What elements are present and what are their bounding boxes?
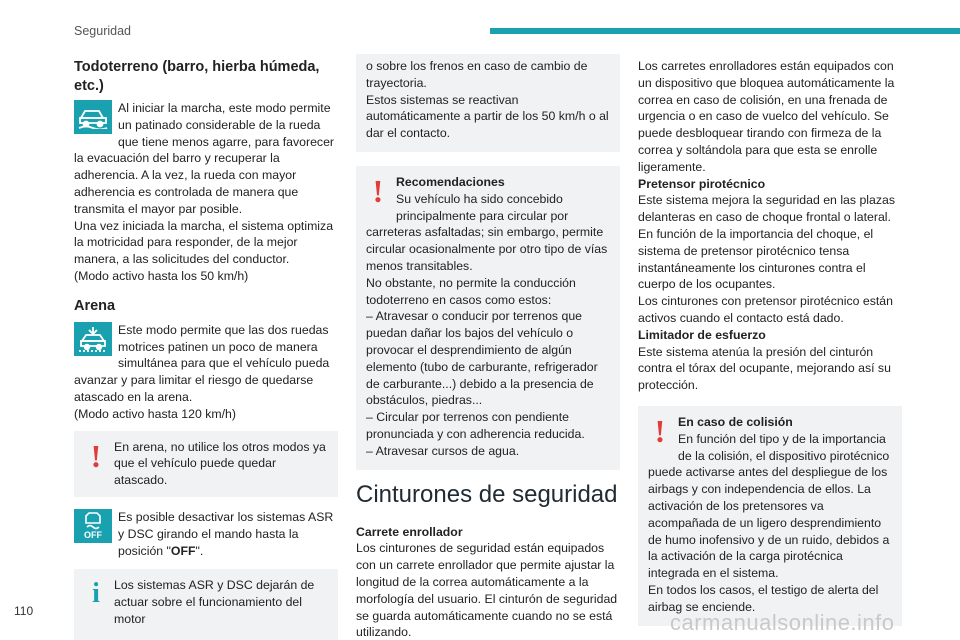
reel-title: Carrete enrollador (356, 524, 463, 539)
collision-title: En caso de colisión (678, 414, 793, 429)
car-sand-mode-icon (74, 322, 112, 356)
pretensioner-text-3: Los cinturones con pretensor pirotécnico están activos cuando el contacto está dado. (638, 294, 893, 325)
collision-text: En función del tipo y de la importancia de la colisión, el dispositivo pirotécnico puede activarse antes del despliegue de los airbags y con independencia de ellos. La activación de los pretensores va acompañada de un ligero desprendimiento de humo inofensivo y de un ruido, debidos a la activación de la carga pirotécnica integrada en el sistema. (648, 431, 890, 581)
header-accent-bar (490, 28, 960, 34)
recommendations-item: – Circular por terrenos con pendiente pronunciada y con adherencia reducida. (366, 410, 585, 441)
reel-text: Los cinturones de seguridad están equipados con un carrete enrollador que permite ajustar la longitud de la correa automáticamente a la morfología del usuario. El cinturón de seguridad se guarda automáticamente cuando no se está utilizando. (356, 541, 618, 640)
sand-active-note: (Modo activo hasta 120 km/h) (74, 406, 236, 421)
recommendations-p2: No obstante, no permite la conducción todoterreno en casos como estos: (366, 275, 576, 307)
info-box-continued-text-2: Estos sistemas se reactivan automáticamente a partir de los 50 km/h o al dar el contacto. (366, 92, 609, 141)
page-header-title: Seguridad (74, 24, 131, 38)
recommendations-p1: Su vehículo ha sido concebido principalmente para circular por carreteras asfaltadas; sin embargo, permite circular ocasionalmente por otro tipo de vías menos transitables. (366, 191, 608, 273)
off-paragraph: Es posible desactivar los sistemas ASR y DSC girando el mando hasta la posición "OFF". (118, 509, 334, 558)
info-box-continued-text: o sobre los frenos en caso de cambio de trayectoria. (366, 59, 588, 90)
mud-paragraph: Al iniciar la marcha, este modo permite un patinado considerable de la rueda que tiene menos agarre, para favorecer la evacuación del barro y recuperar la adherencia. A la vez, la rueda con mayor adherencia es controlada de manera que transmita el mayor par posible. (74, 101, 335, 216)
recommendations-box (356, 166, 620, 470)
exclamation-warning-icon: ! (372, 172, 384, 209)
sand-warning-box (74, 431, 338, 497)
exclamation-warning-icon: ! (654, 412, 666, 449)
off-block (74, 509, 338, 559)
sand-warning-text: En arena, no utilice los otros modos ya que el vehículo puede quedar atascado. (114, 439, 326, 488)
pretensioner-text-2: En función de la importancia del choque, el sistema de pretensor pirotécnico tensa instantáneamente los cinturones contra el cuerpo de los ocupantes. (638, 226, 874, 292)
section-title-seatbelts: Cinturones de seguridad (356, 480, 618, 508)
svg-text:OFF: OFF (84, 529, 102, 540)
sand-paragraph: Este modo permite que las dos ruedas motrices patinen un poco de manera simultánea para que el vehículo pueda avanzar y para limitar el riesgo de quedarse atascado en la arena. (74, 322, 330, 404)
section-title-sand: Arena (74, 297, 116, 314)
off-word: OFF (170, 543, 196, 558)
info-box (74, 569, 338, 640)
limiter-title: Limitador de esfuerzo (638, 327, 766, 342)
mud-active-note: (Modo activo hasta los 50 km/h) (74, 268, 249, 283)
page-number: 110 (14, 604, 34, 618)
exclamation-warning-icon: ! (90, 437, 102, 474)
reel-text-2: Los carretes enrolladores están equipados con un dispositivo que bloquea automáticamente la correa en caso de colisión, en una frenada de urgencia o en caso de vuelco del vehículo. Se puede desbloquear tirando con firmeza de la correa y soltándola para que esta se enrolle ligeramente. (638, 59, 895, 174)
section-title-mud: Todoterreno (barro, hierba húmeda, etc.) (74, 59, 320, 94)
mud-paragraph-2: Una vez iniciada la marcha, el sistema optimiza la motricidad para responder, de la mejor manera, a las solicitudes del conductor. (74, 218, 334, 267)
recommendations-item: – Atravesar cursos de agua. (366, 443, 520, 458)
collision-warning-box (638, 406, 902, 626)
recommendations-title: Recomendaciones (396, 174, 505, 189)
recommendations-item: – Atravesar o conducir por terrenos que puedan dañar los bajos del vehículo o provocar el desprendimiento de algún elemento (tubo de carburante, refrigerador de carburante...) debido a la presencia de obstáculos, piedras... (366, 309, 598, 408)
pretensioner-title: Pretensor pirotécnico (638, 176, 766, 191)
watermark: carmanualsonline.info (670, 610, 895, 635)
column-2 (356, 58, 620, 640)
info-box-text: Los sistemas ASR y DSC dejarán de actuar sobre el funcionamiento del motor (114, 578, 315, 626)
limiter-text: Este sistema atenúa la presión del cinturón contra el tórax del ocupante, mejorando así su protección. (638, 344, 891, 393)
pretensioner-text: Este sistema mejora la seguridad en las plazas delanteras en caso de choque frontal o lateral. (638, 193, 895, 225)
esp-off-icon (74, 509, 112, 543)
column-3 (638, 58, 902, 634)
info-icon: i (92, 578, 100, 610)
info-box-continued (356, 54, 620, 152)
collision-text-2: En todos los casos, el testigo de alerta del airbag se enciende. (648, 582, 879, 614)
column-1 (74, 58, 338, 640)
car-mud-mode-icon (74, 100, 112, 134)
